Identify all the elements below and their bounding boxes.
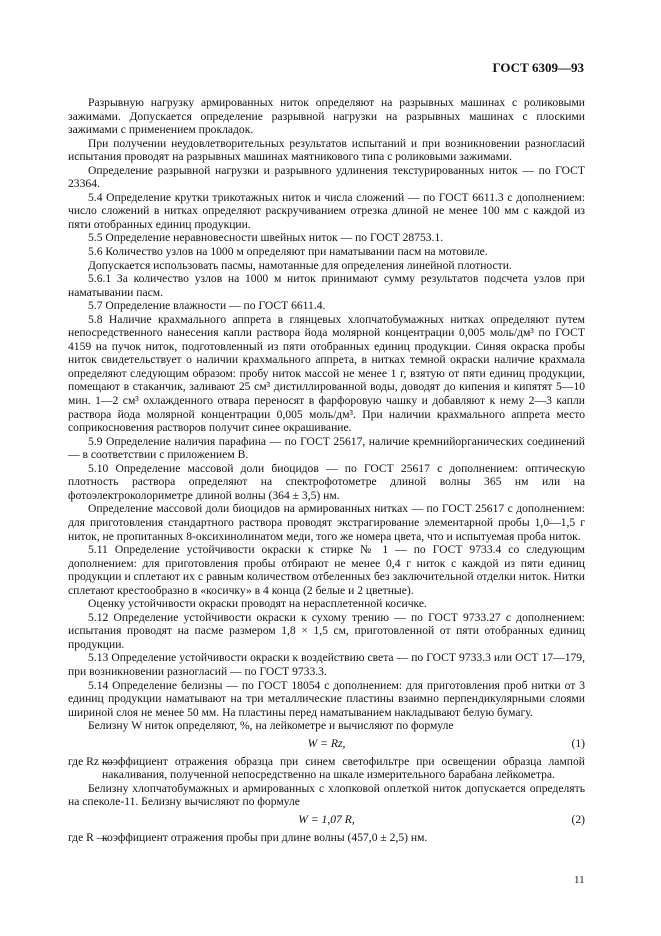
- paragraph: 5.5 Определение неравновесности швейных ниток — по ГОСТ 28753.1.: [88, 231, 444, 245]
- formula-1: [68, 733, 585, 755]
- paragraph: 5.9 Определение наличия парафина — по ГОСТ 25617, наличие кремнийорганических соединений — в соответствии с приложением В.: [68, 434, 585, 462]
- paragraph: 5.6 Количество узлов на 1000 м определяют при наматывании пасм на мотовиле.: [88, 245, 488, 259]
- explanation-lead: где R —: [68, 830, 109, 844]
- paragraph: 5.7 Определение влажности — по ГОСТ 6611.4.: [88, 299, 326, 313]
- document-header: ГОСТ 6309—93: [492, 60, 584, 75]
- paragraph: Допускается использовать пасмы, намотанные для определения линейной плотности.: [88, 258, 512, 272]
- paragraph: 5.6.1 За количество узлов на 1000 м ниток принимают сумму результатов подсчета узлов при наматывании пасм.: [68, 272, 585, 299]
- paragraph: Оценку устойчивости окраски проводят на нерасплетенной косичке.: [88, 597, 427, 611]
- paragraph: 5.11 Определение устойчивости окраски к стирке № 1 — по ГОСТ 9733.4 со следующим дополнением: для приготовления пробы отбирают не менее 0,4 г ниток с каждой из пяти единиц продукции и сплетают их с равным количеством отбеленных без заключительной отделки ниток. Нитки сплетают крестообразно в «косичку» в 4 конца (2 белые и 2 цветные).: [68, 543, 585, 597]
- paragraph: Разрывную нагрузку армированных ниток определяют на разрывных машинах с роликовыми зажимами. Допускается определение разрывной нагрузки на разрывных машинах с плоскими зажимами с применением прокладок.: [68, 96, 585, 137]
- formula-explanation: [68, 755, 585, 782]
- paragraph: 5.4 Определение крутки трикотажных ниток и числа сложений — по ГОСТ 6611.3 с дополнением: число сложений в нитках определяют раскручиванием отрезка длиной не менее 100 мм с каждой из пяти отобранных единиц продукции.: [68, 190, 585, 231]
- paragraph: 5.14 Определение белизны — по ГОСТ 18054 с дополнением: для приготовления проб нитки от 3 единиц продукции наматывают на три металлические пластины взаимно перпендикулярными слоями шириной слоя не менее 50 мм. На пластины перед наматыванием накладывают белую бумагу.: [68, 678, 585, 719]
- paragraph: 5.10 Определение массовой доли биоцидов — по ГОСТ 25617 с дополнением: оптическую плотность раствора определяют на спектрофотометре длиной волны 365 нм или на фотоэлектроколориметре длиной волны (364 ± 3,5) нм.: [68, 461, 585, 502]
- page-number: 11: [574, 874, 585, 886]
- paragraph: Определение разрывной нагрузки и разрывного удлинения текстурированных ниток — по ГОСТ 23364.: [68, 163, 585, 191]
- formula-text: W = Rz,: [307, 736, 346, 750]
- formula-2: [68, 809, 585, 831]
- paragraph: Определение массовой доли биоцидов на армированных нитках — по ГОСТ 25617 с дополнением: для приготовления стандартного раствора проводят экстрагирование элементарной пробы 1,0—1,5 г ниток, не пропитанных 8-оксихинолинатом меди, того же номера цвета, что и испытуемая проба ниток.: [68, 502, 585, 543]
- paragraph: 5.13 Определение устойчивости окраски к воздействию света — по ГОСТ 9733.3 или ОСТ 17—179, при возникновении разногласий — по ГОСТ 9733.3.: [68, 651, 585, 678]
- paragraph: 5.8 Наличие крахмального аппрета в глянцевых хлопчатобумажных нитках определяют путем непосредственного нанесения капли раствора йода молярной концентрации 0,005 моль/дм³ по ГОСТ 4159 на пучок ниток, подготовленный из пяти отобранных единиц продукции. Синяя окраска пробы ниток свидетельствует о наличии крахмального аппрета, в нитках темной окраски наличие крахмала определяют следующим образом: пробу ниток массой не менее 1 г, взятую от пяти единиц продукции, помещают в стаканчик, заливают 25 см³ дистиллированной воды, доводят до кипения и кипятят 5—10 мин. 1—2 см³ охлажденного отвара переносят в фарфоровую чашку и добавляют к нему 2—3 капли раствора йода молярной концентрации 0,005 моль/дм³. При наличии крахмального аппрета место соприкосновения растворов получит синее окрашивание.: [68, 312, 585, 435]
- document-body: [68, 96, 585, 844]
- formula-number: (2): [571, 812, 585, 826]
- explanation-text: коэффициент отражения образца при синем светофильтре при освещении образца лампой накаливания, полученной непосредственно на шкале измерительного барабана лейкометра.: [102, 754, 585, 782]
- paragraph: 5.12 Определение устойчивости окраски к сухому трению — по ГОСТ 9733.27 с дополнением: испытания проводят на пасме размером 1,8 × 1,5 см, приготовленной от пяти отобранных единиц продукции.: [68, 610, 585, 651]
- paragraph: Белизну хлопчатобумажных и армированных с хлопковой оплеткой ниток допускается определять на спеколе-11. Белизну вычисляют по формуле: [68, 781, 585, 809]
- paragraph: Белизну W ниток определяют, %, на лейкометре и вычисляют по формуле: [88, 719, 454, 733]
- formula-text: W = 1,07 R,: [298, 812, 355, 826]
- formula-explanation: [68, 831, 585, 845]
- paragraph: При получении неудовлетворительных результатов испытаний и при возникновении разногласий испытания проводят на разрывных машинах маятникового типа с роликовыми зажимами.: [68, 136, 585, 164]
- explanation-lead: где Rz —: [68, 754, 114, 768]
- explanation-text: коэффициент отражения пробы при длине волны (457,0 ± 2,5) нм.: [102, 830, 428, 844]
- formula-number: (1): [571, 736, 585, 750]
